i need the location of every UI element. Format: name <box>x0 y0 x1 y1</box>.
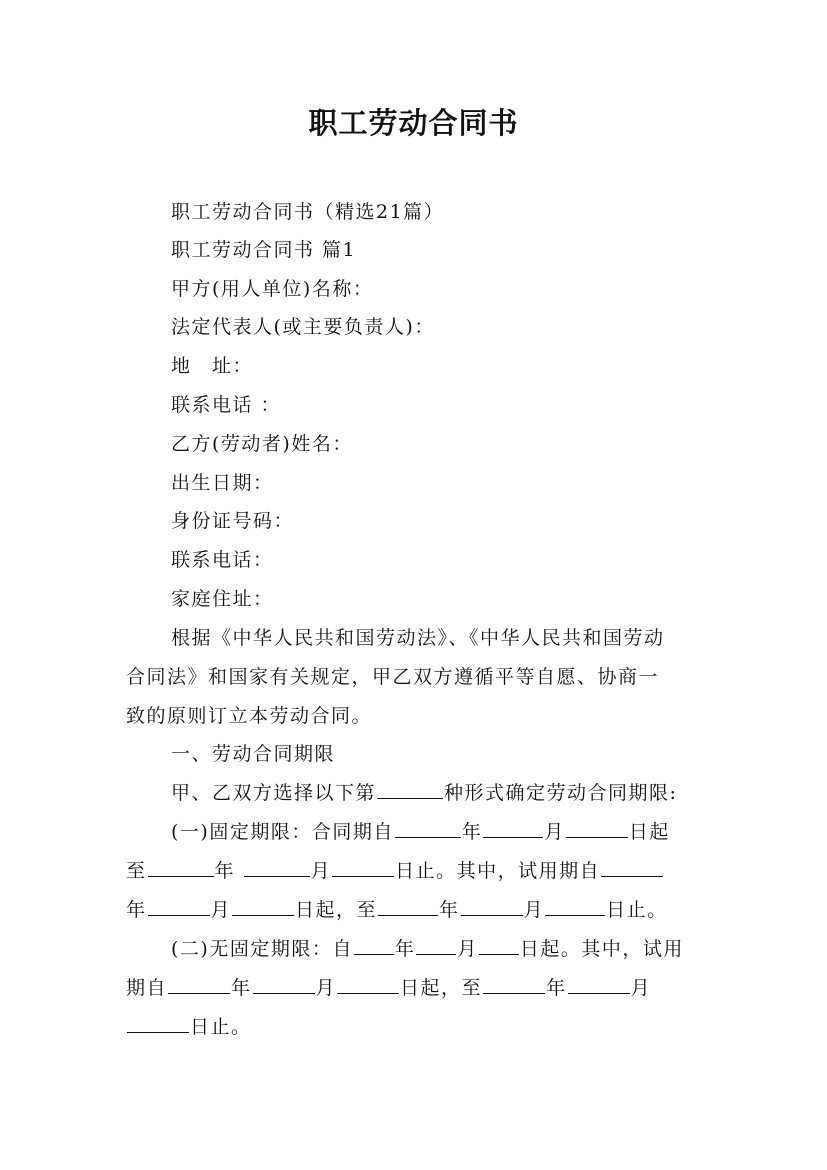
day-blank <box>337 975 399 994</box>
text-span: 月 <box>523 899 545 921</box>
text-span: 日起，至 <box>295 899 378 921</box>
preamble-line-2: 合同法》和国家有关规定，甲乙双方遵循平等自愿、协商一 <box>126 666 660 688</box>
year-blank <box>168 975 230 994</box>
month-blank <box>253 975 315 994</box>
month-blank <box>568 975 630 994</box>
text-span: 年 <box>394 938 416 960</box>
term-choice-prefix: 甲、乙双方选择以下第 <box>171 782 377 804</box>
text-span: 日止。 <box>606 899 668 921</box>
text-span: 年 <box>461 821 483 843</box>
section-heading: 职工劳动合同书 篇1 <box>171 239 357 261</box>
day-blank <box>566 819 628 838</box>
id-number-line: 身份证号码： <box>171 510 295 532</box>
legal-representative-line: 法定代表人(或主要负责人)： <box>171 316 435 338</box>
open-term-line-2 <box>126 975 651 1001</box>
term-choice-line <box>171 780 677 806</box>
text-span: 年 <box>214 860 243 882</box>
text-span: 月 <box>630 977 652 999</box>
text-span: 月 <box>310 860 332 882</box>
party-a-phone-line: 联系电话 ： <box>171 394 282 416</box>
month-blank <box>483 819 543 838</box>
text-span: 日起 <box>628 821 670 843</box>
party-b-phone-line: 联系电话： <box>171 549 274 571</box>
year-blank <box>395 819 461 838</box>
month-blank <box>244 858 310 877</box>
month-blank <box>416 936 456 955</box>
text-span: 月 <box>457 938 478 960</box>
fixed-term-line-3 <box>126 897 668 923</box>
day-blank <box>232 897 294 916</box>
clause-heading: 一、劳动合同期限 <box>171 743 336 765</box>
text-span: 月 <box>544 821 565 843</box>
text-span: 年 <box>126 899 147 921</box>
text-span: 至 <box>126 860 147 882</box>
address-line: 地 址： <box>171 355 254 377</box>
month-blank <box>461 897 523 916</box>
term-choice-blank <box>377 780 443 799</box>
preamble-line-3: 致的原则订立本劳动合同。 <box>126 705 373 727</box>
term-choice-suffix: 种形式确定劳动合同期限: <box>444 782 678 804</box>
text-span: 日起。其中，试用 <box>519 938 684 960</box>
text-span: 日止。其中，试用期自 <box>395 860 601 882</box>
text-span: (一)固定期限：合同期自 <box>171 821 394 843</box>
birth-date-line: 出生日期： <box>171 472 274 494</box>
document-title: 职工劳动合同书 <box>308 106 519 140</box>
day-blank <box>127 1014 189 1033</box>
year-blank <box>378 897 438 916</box>
year-blank <box>354 936 394 955</box>
day-blank <box>479 936 519 955</box>
probation-year-blank <box>601 858 663 877</box>
day-blank <box>545 897 605 916</box>
fixed-term-line-1 <box>171 819 670 845</box>
text-span: 月 <box>210 899 232 921</box>
party-a-name-line: 甲方(用人单位)名称： <box>171 278 374 300</box>
text-span: 年 <box>546 977 567 999</box>
year-blank <box>483 975 545 994</box>
text-span: 期自 <box>126 977 168 999</box>
fixed-term-line-2 <box>126 858 664 884</box>
year-blank <box>148 858 214 877</box>
text-span: 月 <box>315 977 337 999</box>
month-blank <box>148 897 210 916</box>
party-b-name-line: 乙方(劳动者)姓名： <box>171 433 353 455</box>
text-span: 日止。 <box>190 1016 252 1038</box>
home-address-line: 家庭住址： <box>171 588 274 610</box>
day-blank <box>332 858 394 877</box>
subtitle-line: 职工劳动合同书（精选21篇） <box>171 201 445 223</box>
text-span: 年 <box>439 899 460 921</box>
open-term-line-1 <box>171 936 684 962</box>
open-term-line-3 <box>126 1014 252 1040</box>
text-span: (二)无固定期限：自 <box>171 938 353 960</box>
text-span: 年 <box>231 977 252 999</box>
preamble-line-1: 根据《中华人民共和国劳动法》、《中华人民共和国劳动 <box>171 627 665 649</box>
text-span: 日起，至 <box>400 977 483 999</box>
